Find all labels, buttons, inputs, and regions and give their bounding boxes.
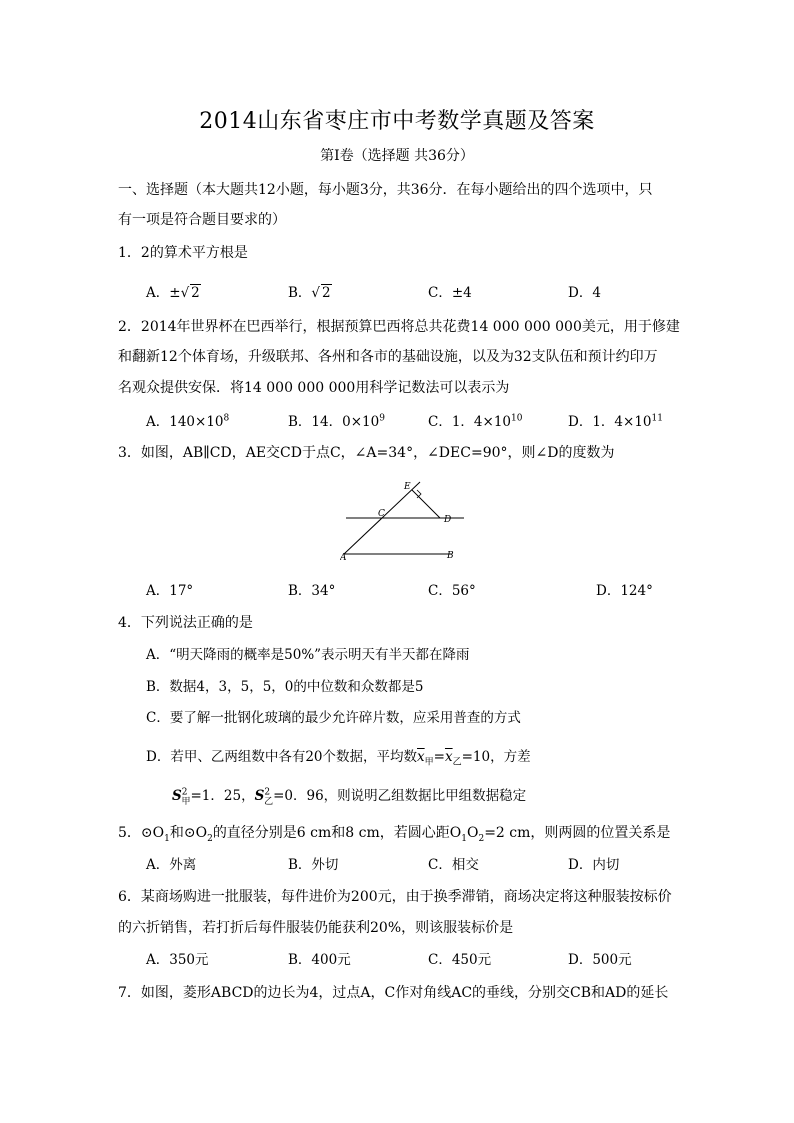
page-subtitle: 第Ⅰ卷（选择题 共36分） <box>320 148 474 164</box>
q6-option-b: B．400元 <box>288 952 351 968</box>
q5-option-b: B．外切 <box>288 857 339 873</box>
q3-option-a: A．17° <box>146 583 194 599</box>
q1-option-d: D．4 <box>568 285 601 301</box>
q2-option-b: B．14．$0\times 10^9$ <box>288 413 385 430</box>
sqrt-symbol: √ 2 <box>180 285 200 301</box>
q1-option-c: C．±4 <box>428 285 472 301</box>
section-instructions-line1: 一、选择题（本大题共12小题，每小题3分，共36分．在每小题给出的四个选项中，只 <box>118 182 653 198</box>
q2-option-c: C．1．$4\times 10^{10}$ <box>428 413 523 430</box>
page-title: 2014山东省枣庄市中考数学真题及答案 <box>199 109 595 134</box>
label-c: C <box>378 509 385 519</box>
q5-option-a: A．外离 <box>146 857 197 873</box>
q6-option-c: C．450元 <box>428 952 492 968</box>
q2-stem-line2: 和翻新12个体育场，升级联邦、各州和各市的基础设施，以及为32支队伍和预计约印万 <box>118 349 658 365</box>
q5-stem: 5．$⊙O_1$和$⊙O_2$的直径分别是6 cm和8 cm，若圆心距$O_1O_2=2$ cm，则两圆的位置关系是 <box>118 825 671 844</box>
q3-option-d: D．124° <box>596 583 653 599</box>
q2-stem-line1: 2．2014年世界杯在巴西举行，根据预算巴西将总共花费14 000 000 000美元，用于修建 <box>118 319 680 335</box>
q4-option-d-line1: D．若甲、乙两组数中各有20个数据，平均数$\overline{x}_甲=\overline{x}_乙=10$，方差 <box>146 749 531 768</box>
q2-option-d: D．1．$4\times 10^{11}$ <box>568 413 663 430</box>
q2-stem-line3: 名观众提供安保．将14 000 000 000用科学记数法可以表示为 <box>118 380 510 396</box>
q4-option-a: A．“明天降雨的概率是50%”表示明天有半天都在降雨 <box>146 647 470 663</box>
line-ed <box>412 490 440 518</box>
q3-stem: 3．如图，AB∥CD，AE交CD于点C，∠A=34°，∠DEC=90°，则∠D的度数为 <box>118 445 615 461</box>
q3-option-c: C．56° <box>428 583 476 599</box>
section-instructions-line2: 有一项是符合题目要求的） <box>118 212 286 228</box>
q7-stem-line1: 7．如图，菱形ABCD的边长为4，过点A，C作对角线AC的垂线，分别交CB和AD的延长 <box>118 985 669 1001</box>
label-d: D <box>444 515 452 525</box>
q4-option-b: B．数据4，3，5，5，0的中位数和众数都是5 <box>146 679 424 695</box>
q3-option-b: B．34° <box>288 583 336 599</box>
q2-option-a: A．$140\times 10^8$ <box>146 413 230 430</box>
label-a: A <box>340 553 347 563</box>
sqrt-symbol: √ 2 <box>311 285 331 301</box>
q5-option-d: D．内切 <box>568 857 620 873</box>
q4-option-d-line2: $S^2_甲=1$．25，$S^2_乙=0$．96，则说明乙组数据比甲组数据稳定 <box>172 787 527 807</box>
q1-option-a: A．±√ 2 <box>146 285 200 301</box>
q6-stem-line2: 的六折销售，若打折后每件服装仍能获利20%，则该服装标价是 <box>118 920 514 936</box>
q1-stem: 1．2的算术平方根是 <box>118 245 248 261</box>
q4-option-c: C．要了解一批钢化玻璃的最少允许碎片数，应采用普查的方式 <box>146 710 521 726</box>
label-b: B <box>447 551 454 561</box>
q4-stem: 4．下列说法正确的是 <box>118 615 253 631</box>
q6-option-a: A．350元 <box>146 952 209 968</box>
q5-option-c: C．相交 <box>428 857 479 873</box>
q6-stem-line1: 6．某商场购进一批服装，每件进价为200元，由于换季滞销，商场决定将这种服装按标价 <box>118 889 672 905</box>
label-e: E <box>404 482 411 492</box>
q6-option-d: D．500元 <box>568 952 632 968</box>
q3-geometry-figure <box>340 478 470 563</box>
q1-option-b: B．√ 2 <box>288 285 331 301</box>
